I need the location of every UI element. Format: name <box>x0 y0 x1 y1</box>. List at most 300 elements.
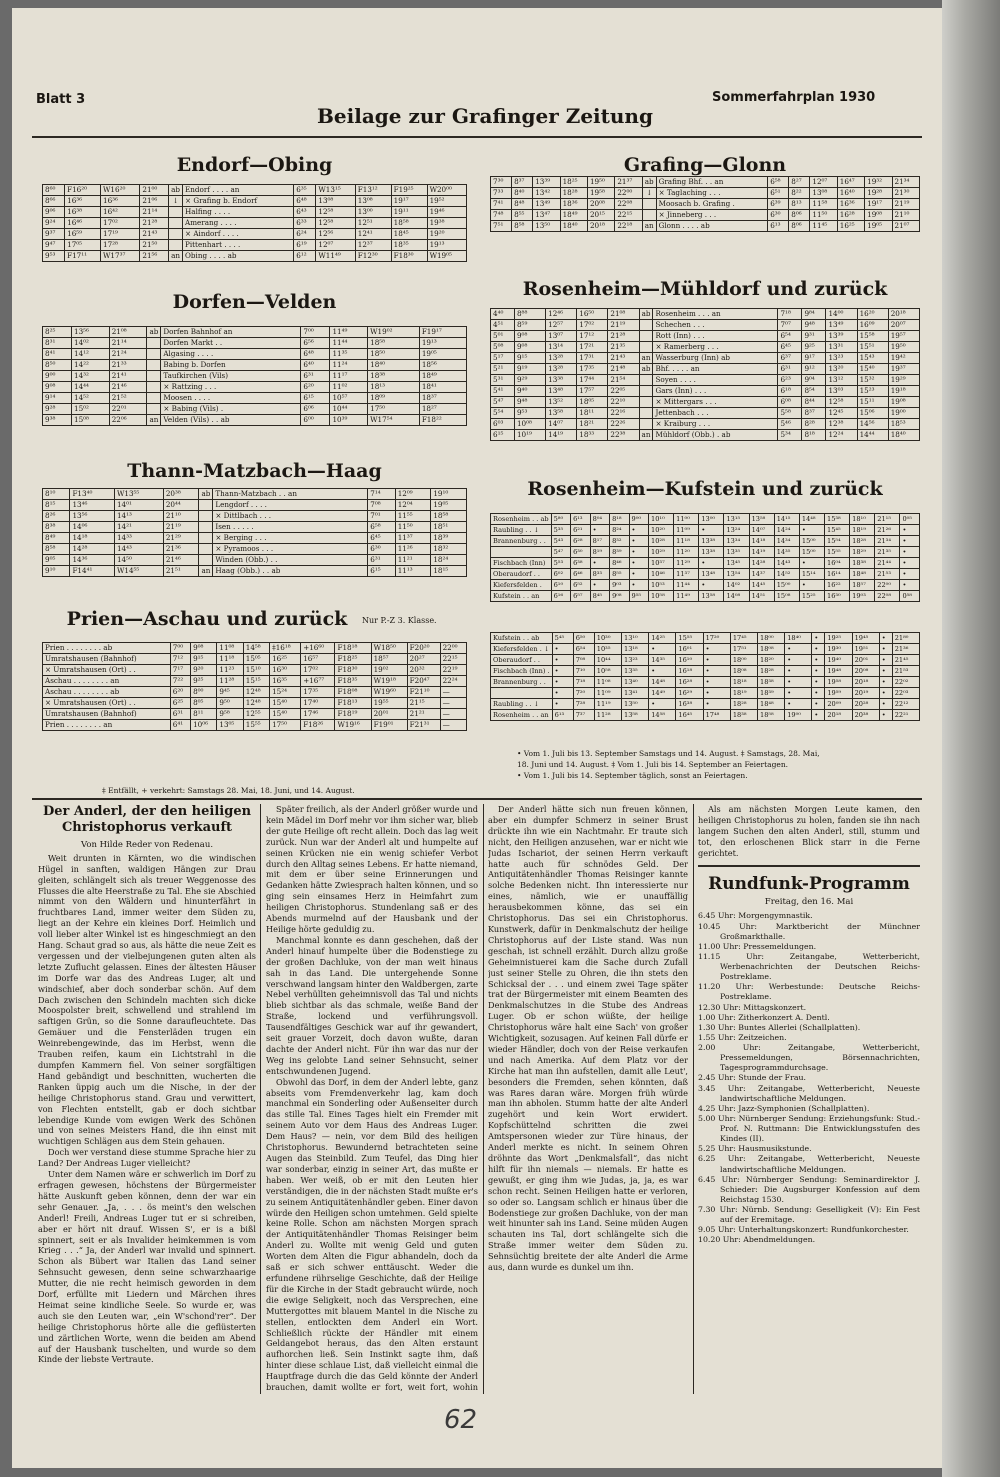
timetable-cell: 6⁴⁵ <box>778 342 802 353</box>
timetable-cell: • <box>785 688 812 699</box>
timetable-cell: 9²⁵ <box>802 342 826 353</box>
timetable-row <box>491 386 920 397</box>
timetable-cell: 14¹⁸ <box>70 533 115 544</box>
timetable-cell: Rosenheim . . . an <box>653 309 778 320</box>
timetable-cell: Kiefersfelden . <box>491 580 552 591</box>
radio-program-entry: 7.30 Uhr: Nürnb. Sendung: Geselligkeit (V): Ein Fest auf der Eremitage. <box>698 1205 920 1225</box>
timetable-cell: 13⁵⁶ <box>72 327 110 338</box>
timetable-cell: F18¹⁹ <box>335 709 371 720</box>
timetable-cell: 8¹³ <box>789 199 810 210</box>
timetable-cell: 20³⁸ <box>852 710 879 721</box>
timetable-cell: 17⁵⁰ <box>270 720 301 731</box>
timetable-cell: 8⁵⁹ <box>514 320 545 331</box>
timetable-cell: 7⁵¹ <box>491 221 512 232</box>
timetable-cell: W19¹⁸ <box>371 676 407 687</box>
timetable-cell: 15⁵⁵ <box>825 547 850 558</box>
timetable-cell: 13⁰⁰ <box>355 207 391 218</box>
timetable-cell: 6¹⁰ <box>551 580 570 591</box>
timetable-cell: 22²⁴ <box>440 676 466 687</box>
timetable-cell: 13⁴⁹ <box>826 320 857 331</box>
timetable-cell: 14²⁵ <box>649 633 676 644</box>
timetable-cell: 9²⁹ <box>514 375 545 386</box>
timetable-cell: 22⁰⁸ <box>875 591 900 602</box>
timetable-cell: 5⁴⁶ <box>778 419 802 430</box>
timetable-cell: 18³⁸ <box>730 710 757 721</box>
timetable-row <box>491 710 920 721</box>
timetable-cell: 11⁵⁸ <box>810 199 837 210</box>
timetable-cell: • <box>552 699 573 710</box>
timetable-cell: 6¹⁵ <box>301 393 330 404</box>
timetable-cell: • <box>879 633 892 644</box>
timetable-cell: 8⁴¹ <box>43 349 72 360</box>
timetable-cell: 7²⁰ <box>573 688 594 699</box>
timetable-cell: Obing . . . . ab <box>183 251 294 262</box>
radio-program-entry: 3.45 Uhr: Zeitangabe, Wetterbericht, Neueste landwirtschaftliche Meldungen. <box>698 1083 920 1103</box>
timetable-cell: × Dittlbach . . . <box>213 511 368 522</box>
timetable-cell: Dorfen Bahnhof an <box>161 327 301 338</box>
timetable-cell: 7¹⁸ <box>573 677 594 688</box>
timetable-cell: F20²⁰ <box>407 643 440 654</box>
timetable-cell: F18³⁰ <box>335 665 371 676</box>
timetable-cell: 22¹⁵ <box>615 210 642 221</box>
timetable-row <box>43 511 467 522</box>
timetable-cell: 22⁰¹ <box>109 404 147 415</box>
timetable-cell: 6³⁷ <box>778 353 802 364</box>
story-column-3 <box>488 804 688 1394</box>
story-byline: Von Hilde Reder von Redenau. <box>80 839 214 850</box>
timetable-cell: Halfing . . . . <box>183 207 294 218</box>
timetable-cell: Taufkirchen (Vils) <box>161 371 301 382</box>
timetable-cell: 17⁴⁸ <box>703 710 730 721</box>
timetable-cell: 12³⁷ <box>355 240 391 251</box>
timetable-cell: 19¹³ <box>427 240 466 251</box>
timetable-cell: 19¹⁰ <box>431 489 467 500</box>
timetable-cell: × Grafing b. Endorf <box>183 196 294 207</box>
timetable-row <box>491 353 920 364</box>
timetable-cell: 21⁴⁶ <box>163 555 199 566</box>
timetable-cell: 21²⁸ <box>140 218 169 229</box>
timetable-cell: 13⁰⁸ <box>810 188 837 199</box>
timetable-cell: Babing b. Dorfen <box>161 360 301 371</box>
timetable-cell: • <box>703 699 730 710</box>
timetable-cell: 0⁰⁵ <box>900 514 920 525</box>
timetable-cell: 6⁰⁰ <box>301 415 330 426</box>
timetable-cell: 14³⁶ <box>70 555 115 566</box>
timetable-cell <box>639 342 653 353</box>
timetable-cell: 17⁰² <box>301 665 335 676</box>
timetable-cell: 9⁰⁸ <box>514 342 545 353</box>
timetable-cell: 10¹⁹ <box>514 430 545 441</box>
timetable-cell: 12⁴⁵ <box>826 408 857 419</box>
timetable-prien-aschau <box>42 642 467 731</box>
timetable-cell: 21³⁴ <box>875 536 900 547</box>
timetable-cell: 15³² <box>857 375 888 386</box>
timetable-cell: 19²⁹ <box>888 375 919 386</box>
timetable-cell: 9³⁷ <box>43 229 65 240</box>
timetable-cell: 7⁴⁸ <box>491 210 512 221</box>
timetable-cell: 13⁵⁰ <box>533 221 560 232</box>
timetable-cell: Winden (Obb.) . . <box>213 555 368 566</box>
timetable-row <box>43 360 467 371</box>
timetable-cell: 10²⁰ <box>649 525 674 536</box>
timetable-cell: 21²¹ <box>407 709 440 720</box>
story-column-4 <box>698 804 920 1394</box>
timetable-cell: 6³¹ <box>368 555 395 566</box>
timetable-cell: 11⁴⁵ <box>810 221 837 232</box>
timetable-cell: 12⁰⁷ <box>316 240 355 251</box>
timetable-cell: 11²⁸ <box>594 710 621 721</box>
timetable-cell: 16⁴⁰ <box>837 188 864 199</box>
timetable-cell: 9⁵⁸ <box>217 709 243 720</box>
radio-program-title: Rundfunk-Programm <box>708 873 910 894</box>
timetable-cell: 21⁸⁰ <box>892 633 919 644</box>
timetable-cell: • <box>552 655 573 666</box>
timetable-cell: 14¹⁸ <box>749 536 774 547</box>
timetable-cell: 20⁰⁸ <box>852 666 879 677</box>
timetable-cell: 17¹² <box>577 331 608 342</box>
timetable-cell: 8⁴⁰ <box>512 188 533 199</box>
timetable-cell: • <box>629 547 648 558</box>
timetable-cell: 20¹⁹ <box>852 688 879 699</box>
timetable-cell: Isen . . . . . <box>213 522 368 533</box>
timetable-cell: Oberaudorf . . <box>491 655 553 666</box>
timetable-cell: 15¹⁴ <box>799 569 824 580</box>
timetable-cell: 9⁸⁴ <box>802 309 826 320</box>
timetable-cell: 17⁵¹ <box>730 644 757 655</box>
timetable-cell: 11⁰⁰ <box>674 514 699 525</box>
timetable-cell: 19⁵⁵ <box>371 698 407 709</box>
timetable-cell: Endorf . . . . an <box>183 185 294 196</box>
timetable-cell: 21⁵⁶ <box>140 251 169 262</box>
prien-aschau-note: ‡ Entfällt, + verkehrt: Samstags 28. Mai, 18. Juni, und 14. August. <box>102 786 355 795</box>
timetable-cell: 18⁵⁷ <box>850 580 875 591</box>
timetable-cell: 20¹⁸ <box>825 710 852 721</box>
timetable-cell: 8⁴⁵ <box>590 591 609 602</box>
timetable-cell: 15⁰⁶ <box>857 408 888 419</box>
timetable-row <box>491 342 920 353</box>
timetable-cell: 15²⁴ <box>270 687 301 698</box>
timetable-cell: 6²⁴ <box>294 229 316 240</box>
timetable-cell: 13⁰⁵ <box>217 720 243 731</box>
timetable-cell: 14²⁸ <box>749 558 774 569</box>
timetable-cell: 18⁵⁶ <box>419 360 466 371</box>
radio-program-list <box>698 911 920 1245</box>
timetable-cell: 19⁵¹ <box>852 644 879 655</box>
timetable-cell: 11²¹ <box>395 555 431 566</box>
timetable-cell: 10⁴⁴ <box>330 404 368 415</box>
timetable-cell: 7²² <box>170 676 190 687</box>
timetable-cell: 5⁴⁵ <box>552 633 573 644</box>
timetable-cell: 9¹⁴ <box>43 393 72 404</box>
timetable-cell: 8⁵⁴ <box>802 386 826 397</box>
timetable-cell: 17⁴⁶ <box>301 709 335 720</box>
timetable-cell: 6³⁰ <box>368 544 395 555</box>
timetable-cell: 22¹⁵ <box>440 654 466 665</box>
timetable-cell: 15⁴⁰ <box>857 364 888 375</box>
timetable-cell: 9⁰⁸ <box>191 643 217 654</box>
timetable-row <box>43 229 467 240</box>
timetable-cell: 13³¹ <box>826 342 857 353</box>
timetable-cell: 16³⁶ <box>837 199 864 210</box>
timetable-cell: 6¹³ <box>552 710 573 721</box>
timetable-cell: 9⁰⁸ <box>43 382 72 393</box>
timetable-row <box>491 320 920 331</box>
timetable-cell: — <box>440 698 466 709</box>
timetable-cell: 6⁵⁷ <box>571 591 590 602</box>
timetable-cell: 12⁰⁷ <box>810 177 837 188</box>
timetable-cell: Wasserburg (Inn) ab <box>653 353 778 364</box>
timetable-cell: 14²¹ <box>114 522 163 533</box>
timetable-row <box>43 654 467 665</box>
timetable-cell: • <box>812 644 825 655</box>
timetable-row <box>43 555 467 566</box>
timetable-cell <box>147 349 161 360</box>
timetable-cell: 9⁰⁶ <box>43 207 65 218</box>
timetable-cell: 18⁰⁹ <box>368 393 420 404</box>
timetable-cell: 8⁰⁶ <box>789 210 810 221</box>
timetable-cell: 19⁴⁰ <box>825 655 852 666</box>
timetable-cell: 8⁰⁴ <box>590 514 609 525</box>
timetable-cell: 6²⁰ <box>301 382 330 393</box>
timetable-cell: 16⁵⁹ <box>65 229 101 240</box>
timetable-cell: 20³⁸ <box>163 489 199 500</box>
timetable-cell: 22⁰⁵ <box>608 386 639 397</box>
timetable-cell: • <box>900 547 920 558</box>
timetable-cell: 19⁰² <box>371 665 407 676</box>
timetable-cell: 8¹⁸ <box>610 514 629 525</box>
timetable-cell: • <box>552 688 573 699</box>
timetable-cell: 8⁴⁹ <box>43 533 70 544</box>
timetable-cell: 16⁵⁰ <box>577 309 608 320</box>
timetable-row <box>491 210 920 221</box>
timetable-cell: 16²⁵ <box>837 221 864 232</box>
timetable-cell: W14⁵⁵ <box>114 566 163 577</box>
timetable-cell: 6³⁸ <box>571 558 590 569</box>
kufstein-note-1: • Vom 1. Juli bis 13. September Samstags und 14. August. ‡ Samstags, 28. Mai, <box>517 749 820 758</box>
timetable-cell: 16⁴⁶ <box>65 218 101 229</box>
timetable-rosenheim-kufstein-southbound <box>490 513 920 602</box>
timetable-cell: 21³⁶ <box>163 544 199 555</box>
timetable-cell: 19⁰⁸ <box>888 397 919 408</box>
timetable-cell: 12⁵⁸ <box>826 397 857 408</box>
timetable-cell: × Mittergars . . . <box>653 397 778 408</box>
timetable-cell: Prien . . . . . . . . an <box>43 720 171 731</box>
timetable-cell: 13³⁹ <box>533 177 560 188</box>
timetable-cell: 18³⁸ <box>368 371 420 382</box>
timetable-cell: 14⁰² <box>72 338 110 349</box>
timetable-cell: 19⁵⁷ <box>888 331 919 342</box>
timetable-cell: 10⁵³ <box>649 580 674 591</box>
timetable-cell: 14⁵² <box>774 569 799 580</box>
timetable-cell: 10⁵⁸ <box>649 591 674 602</box>
timetable-cell: • <box>799 580 824 591</box>
timetable-cell: 18⁴⁰ <box>368 360 420 371</box>
timetable-cell: 14⁵⁰ <box>114 555 163 566</box>
timetable-cell: 13³⁸ <box>546 375 577 386</box>
timetable-cell: 20¹⁵ <box>587 210 614 221</box>
timetable-cell: 13³⁸ <box>699 547 724 558</box>
timetable-cell: 14²⁴ <box>774 525 799 536</box>
timetable-cell: 21²⁹ <box>163 533 199 544</box>
timetable-cell: 6¹⁵ <box>368 566 395 577</box>
timetable-cell: Moosen . . . . <box>161 393 301 404</box>
timetable-cell: Soyen . . . . <box>653 375 778 386</box>
timetable-cell: 18⁴⁹ <box>419 371 466 382</box>
timetable-row <box>491 591 920 602</box>
timetable-cell: 18¹⁸ <box>730 677 757 688</box>
timetable-row <box>43 251 467 262</box>
timetable-cell: 6⁴³ <box>294 207 316 218</box>
timetable-cell: 21³³ <box>109 360 147 371</box>
timetable-cell: 7⁰⁸ <box>573 655 594 666</box>
timetable-cell: 18⁵⁸ <box>391 218 427 229</box>
timetable-cell: 16⁰⁹ <box>857 320 888 331</box>
timetable-cell: ab <box>169 185 183 196</box>
timetable-cell: 6³³ <box>294 218 316 229</box>
timetable-cell: 21¹⁰ <box>892 210 920 221</box>
timetable-cell: 8⁵⁵ <box>610 569 629 580</box>
timetable-cell: 10⁴⁴ <box>594 655 621 666</box>
timetable-cell: 7⁰⁰ <box>170 643 190 654</box>
timetable-row <box>491 525 920 536</box>
timetable-row <box>43 371 467 382</box>
timetable-cell: 18⁴⁸ <box>758 699 785 710</box>
timetable-cell: 11²³ <box>217 665 243 676</box>
timetable-cell: • <box>879 666 892 677</box>
timetable-title-endorf-obing: Endorf—Obing <box>176 154 333 176</box>
timetable-cell: Schechen . . . <box>653 320 778 331</box>
timetable-cell: 9⁵³ <box>43 251 65 262</box>
timetable-cell: 11⁴⁴ <box>674 580 699 591</box>
timetable-cell: 18³⁹ <box>431 533 467 544</box>
timetable-cell: 17²⁸ <box>101 240 140 251</box>
timetable-cell: 12⁵⁸ <box>316 207 355 218</box>
timetable-cell: Rosenheim . . ab <box>491 514 552 525</box>
timetable-cell: 16³⁸ <box>65 207 101 218</box>
timetable-cell: Brannenburg . . <box>491 677 553 688</box>
timetable-cell: 21²⁶ <box>875 525 900 536</box>
timetable-cell: W17⁵⁴ <box>368 415 420 426</box>
timetable-cell: 16⁰¹ <box>676 644 703 655</box>
timetable-cell: • <box>552 666 573 677</box>
timetable-cell: 8⁰⁰ <box>191 687 217 698</box>
timetable-cell: F18²² <box>419 415 466 426</box>
timetable-cell: 13⁴⁷ <box>533 210 560 221</box>
timetable-cell: Moosach b. Grafing . <box>656 199 768 210</box>
timetable-cell: 7¹⁷ <box>170 665 190 676</box>
timetable-title-prien-aschau: Prien—Aschau und zurück <box>66 608 348 630</box>
timetable-cell: 8²⁵ <box>43 327 72 338</box>
timetable-cell: F18¹⁸ <box>335 643 371 654</box>
timetable-cell: 14⁵¹ <box>749 591 774 602</box>
timetable-cell: 17³⁵ <box>301 687 335 698</box>
timetable-cell: 0⁵⁸ <box>900 591 920 602</box>
timetable-cell: 11³⁵ <box>330 349 368 360</box>
timetable-rosenheim-kufstein-northbound <box>490 632 920 721</box>
timetable-cell: 15²³ <box>857 386 888 397</box>
timetable-title-dorfen-velden: Dorfen—Velden <box>172 291 337 313</box>
timetable-cell: 9²⁸ <box>43 404 72 415</box>
timetable-cell: 12⁵⁷ <box>546 320 577 331</box>
timetable-cell: 21¹⁴ <box>140 207 169 218</box>
timetable-cell: 16³⁰ <box>825 591 850 602</box>
timetable-cell: 5⁰¹ <box>491 331 515 342</box>
timetable-cell: 9¹⁹ <box>514 364 545 375</box>
timetable-cell: 12²⁴ <box>826 430 857 441</box>
timetable-cell: • <box>590 558 609 569</box>
timetable-cell: 20³² <box>407 665 440 676</box>
timetable-dorfen-velden <box>42 326 467 426</box>
timetable-cell: 6⁴⁸ <box>301 349 330 360</box>
timetable-cell: 13³⁵ <box>724 547 749 558</box>
timetable-cell: 21³⁷ <box>615 177 642 188</box>
timetable-row <box>43 544 467 555</box>
timetable-cell: W19⁰⁵ <box>427 251 466 262</box>
timetable-cell: 8⁵⁵ <box>512 210 533 221</box>
timetable-cell: 10²⁸ <box>649 536 674 547</box>
timetable-cell: • <box>703 688 730 699</box>
timetable-cell: F17¹¹ <box>65 251 101 262</box>
timetable-cell: Pittenhart . . . . <box>183 240 294 251</box>
timetable-cell: 8³² <box>610 536 629 547</box>
timetable-cell: 9⁰⁸ <box>514 331 545 342</box>
timetable-cell: 11⁰² <box>330 382 368 393</box>
timetable-cell: 19¹³ <box>419 338 466 349</box>
timetable-cell: 9⁵⁵ <box>629 591 648 602</box>
timetable-cell: 18⁵⁸ <box>431 511 467 522</box>
story-paragraph: Später freilich, als der Anderl größer wurde und kein Mädel im Dorf mehr vor ihm sicher war, blieb der gute Heilige oft recht allein. Doch das lag weit zurück. Nun war der Anderl alt und humpelte auf seinen Krücken nie ein wenig schiefer Verbot durch den Alltag seines Lebens. Er hatte niemand, mit dem er über seine Erinnerungen und Gedanken hätte Zwiesprach halten können, und so ging sein einsames Herz in Heimfahrt zum heiligen Christophorus. Stundenlang saß er des Abends murmelnd auf der Hausbank und der Heilige hörte geduldig zu. <box>266 804 478 934</box>
timetable-cell: 7⁴¹ <box>491 199 512 210</box>
timetable-cell: 12⁴⁸ <box>243 687 269 698</box>
timetable-cell: • <box>785 655 812 666</box>
timetable-cell: 9²⁰ <box>191 665 217 676</box>
timetable-cell: 5³⁴ <box>778 430 802 441</box>
timetable-cell: 11²⁸ <box>217 676 243 687</box>
timetable-cell: ab <box>147 327 161 338</box>
timetable-cell: 20²⁷ <box>407 654 440 665</box>
timetable-cell: 6³¹ <box>301 371 330 382</box>
timetable-row <box>491 655 920 666</box>
timetable-cell <box>147 382 161 393</box>
timetable-cell: 18⁴¹ <box>419 382 466 393</box>
timetable-cell: 13³⁴ <box>724 536 749 547</box>
timetable-cell: 13⁴⁸ <box>699 569 724 580</box>
timetable-row <box>43 404 467 415</box>
timetable-cell: 10⁵⁷ <box>330 393 368 404</box>
timetable-cell: W19⁰² <box>368 327 420 338</box>
timetable-cell: 15⁴⁵ <box>825 525 850 536</box>
timetable-cell: • <box>699 580 724 591</box>
timetable-cell: F13¹² <box>355 185 391 196</box>
radio-program-entry: 2.00 Uhr: Zeitangabe, Wetterbericht, Pressemeldungen, Börsennachrichten, Tagesprogrammdurchsage. <box>698 1043 920 1073</box>
timetable-cell: 22¹⁸ <box>615 221 642 232</box>
timetable-cell: 22⁰⁰ <box>440 643 466 654</box>
timetable-cell: 13⁵⁴ <box>724 569 749 580</box>
timetable-cell: 19⁵⁸ <box>587 188 614 199</box>
radio-program-entry: 11.15 Uhr: Zeitangabe, Wetterbericht, Werbenachrichten der Deutschen Reichs-Postreklame. <box>698 951 920 982</box>
story-paragraph: Unter dem Namen wäre er schwerlich im Dorf zu erfragen gewesen, höchstens der Bürgermeister hätte Auskunft geben können, denn der war ein sehr Genauer. „Ja, . . . ös meint's den welschen Anderl! Freili, Andreas Luger tut er si schreiben, aber er hört nit drauf. Wissen S', er is a bißl spinnert, seit er als Invalider heimkemmen is vom Krieg . . .“ Ja, der Anderl war invalid und spinnert. Schon als Bübert war Italien das Land seiner Sehnsucht gewesen, denn seine schwarzhaarige Mutter, die nie recht heimisch geworden in dem Dorf, erfüllte mit Liedern und Märchen ihres Heimat seine kindliche Seele. So wurde er, was auch sie den Leuten war, „ein W'schond'rer“. Der heilige Christophorus hörte alle die geflüsterten und zärtlichen Worte, wenn die beiden am Abend auf der Hausbank tuschelten, und wurde so dem Kinde der liebste Vertraute. <box>38 1169 256 1365</box>
timetable-cell: 14⁴³ <box>774 558 799 569</box>
timetable-cell: 11³⁷ <box>395 533 431 544</box>
radio-program-entry: 11.20 Uhr: Werbestunde: Deutsche Reichs-Postreklame. <box>698 982 920 1002</box>
kufstein-note-3: • Vom 1. Juli bis 14. September täglich, sonst an Feiertagen. <box>517 771 748 780</box>
timetable-cell: 9⁴⁰ <box>514 386 545 397</box>
timetable-cell: 13³⁸ <box>699 536 724 547</box>
timetable-cell: 12⁵⁵ <box>243 709 269 720</box>
timetable-cell: 18¹³ <box>368 382 420 393</box>
timetable-cell: 8³⁸ <box>43 522 70 533</box>
timetable-cell: 20⁴⁴ <box>163 500 199 511</box>
